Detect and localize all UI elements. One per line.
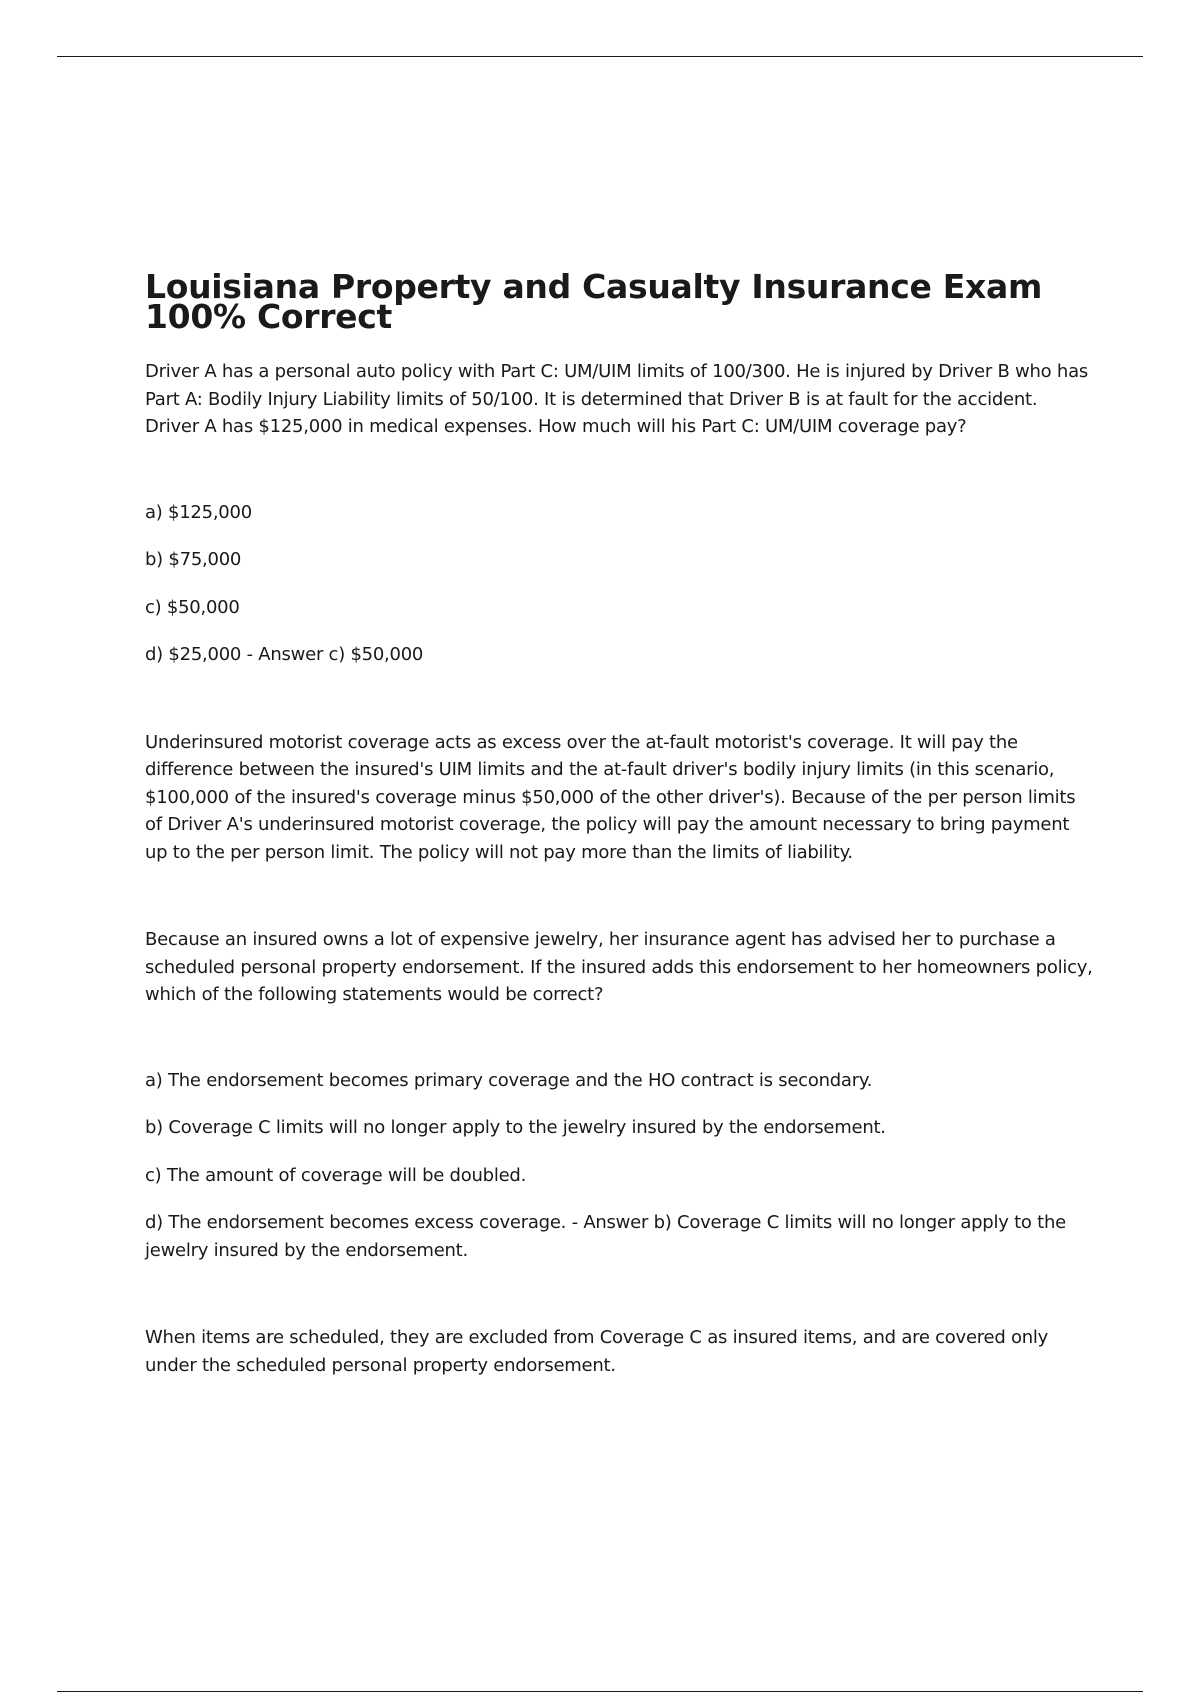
question-1-option-b: b) $75,000: [145, 549, 242, 570]
question-1-option-d-answer: d) $25,000 - Answer c) $50,000: [145, 644, 424, 665]
document-body: [145, 267, 1095, 1379]
document-title: Louisiana Property and Casualty Insurance Exam 100% Correct: [145, 267, 1043, 336]
question-2-option-b: b) Coverage C limits will no longer apply to the jewelry insured by the endorsement.: [145, 1117, 886, 1138]
question-1-option-a: a) $125,000: [145, 501, 252, 523]
header-rule: [57, 56, 1143, 57]
question-1-explanation: Underinsured motorist coverage acts as excess over the at-fault motorist's coverage. It will pay the difference between the insured's UIM limits and the at-fault driver's bodily injury limits (in this scenario, $100,000 of the insured's coverage minus $50,000 of the other driver's). Because of the per person limits of Driver A's underinsured motorist coverage, the policy will pay the amount necessary to bring payment up to the per person limit. The policy will not pay more than the limits of liability.: [145, 731, 1076, 863]
question-2-option-a: a) The endorsement becomes primary coverage and the HO contract is secondary.: [145, 1069, 873, 1091]
question-2-text: Because an insured owns a lot of expensive jewelry, her insurance agent has advised her to purchase a scheduled personal property endorsement. If the insured adds this endorsement to her homeowners policy, which of the following statements would be correct?: [145, 929, 1093, 1005]
question-2-option-d-answer: d) The endorsement becomes excess coverage. - Answer b) Coverage C limits will no longer apply to the jewelry insured by the endorsement.: [145, 1212, 1066, 1261]
footer-rule: [57, 1691, 1143, 1692]
question-1-text: Driver A has a personal auto policy with Part C: UM/UIM limits of 100/300. He is injured by Driver B who has Part A: Bodily Injury Liability limits of 50/100. It is determined that Driver B is at fault for the accident. Driver A has $125,000 in medical expenses. How much will his Part C: UM/UIM coverage pay?: [145, 361, 1088, 437]
question-1-option-c: c) $50,000: [145, 596, 240, 618]
question-2-explanation: When items are scheduled, they are excluded from Coverage C as insured items, and are covered only under the scheduled personal property endorsement.: [145, 1327, 1049, 1376]
question-2-option-c: c) The amount of coverage will be doubled.: [145, 1164, 527, 1186]
